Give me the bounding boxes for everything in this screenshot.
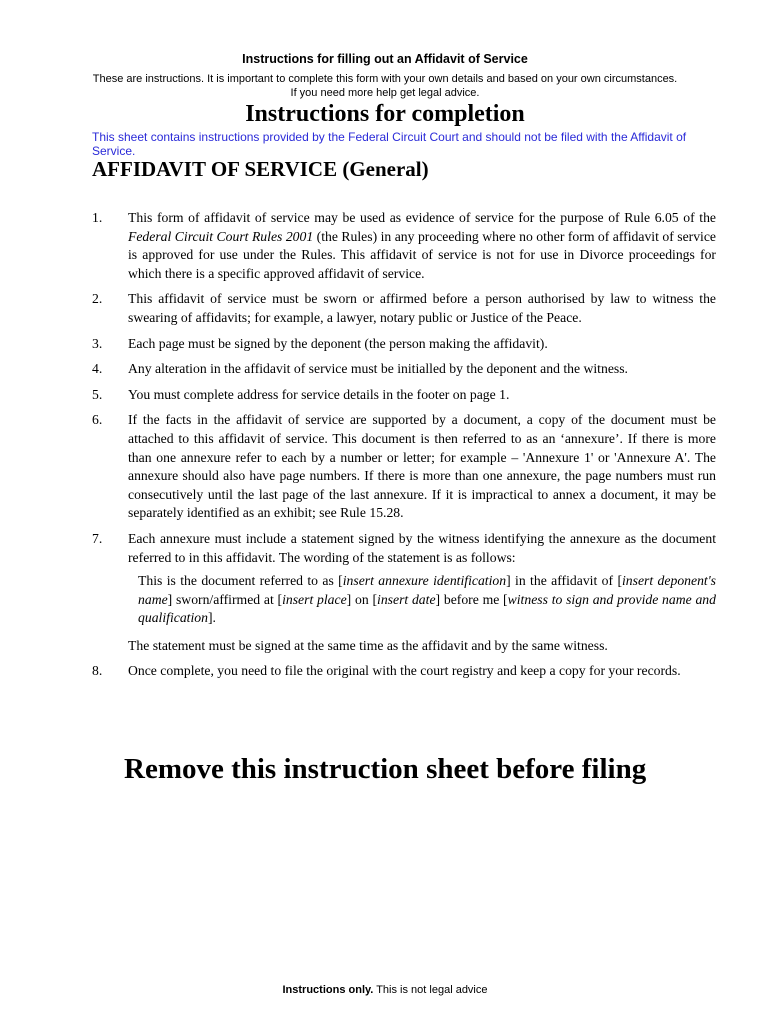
statement-part: ] on [ [346, 591, 378, 607]
statement-note: The statement must be signed at the same time as the affidavit and by the same witness. [128, 637, 608, 653]
statement-placeholder: insert date [377, 591, 436, 607]
statement-part: ] in the affidavit of [ [506, 573, 622, 589]
item-number: 4. [92, 361, 103, 377]
notice-line-1: These are instructions. It is important to complete this form with your own details and based on your own circumstances. [92, 73, 678, 85]
statement-part: This is the document referred to as [ [138, 573, 343, 589]
item-text: If the facts in the affidavit of service are supported by a document, a copy of the document must be attached to this affidavit of service. This document is then referred to as an ‘annexure’. If there is more than one annexure refer to each by a number or letter; for example – 'Annexure 1' or 'Annexure A'. The annexure should also have page numbers. If there is more than one annexure, the page numbers must run consecutively until the last page of the last annexure. If it is impractical to annex a document, it may be separately identified as an exhibit; see Rule 15.28. [128, 412, 716, 521]
item-text [128, 209, 716, 283]
court-note: This sheet contains instructions provided by the Federal Circuit Court and should not be filed with the Affidavit of Service. [92, 130, 687, 158]
item-text: This affidavit of service must be sworn or affirmed before a person authorised by law to witness the swearing of affidavits; for example, a lawyer, notary public or Justice of the Peace. [128, 291, 716, 325]
item-text: You must complete address for service details in the footer on page 1. [128, 386, 510, 402]
statement-part: ] sworn/affirmed at [ [167, 591, 283, 607]
item-text-part: (the Rules) in any proceeding where no other form of affidavit of service is approved for use under the Rules. This affidavit of service is not for use in Divorce proceedings for which there is a specific approved affidavit of service. [128, 228, 716, 281]
statement-placeholder: witness to sign and provide name and qualification [138, 591, 716, 626]
instruction-list [92, 209, 716, 688]
item-number: 5. [92, 386, 103, 402]
statement-part: ] before me [ [435, 591, 508, 607]
list-item [92, 290, 716, 327]
footer-bold: Instructions only. [282, 984, 374, 996]
item-number: 6. [92, 412, 103, 428]
list-item [92, 386, 716, 405]
statement-placeholder: insert deponent's name [138, 573, 716, 607]
statement-placeholder: insert place [282, 591, 347, 607]
item-text: Each page must be signed by the deponent (the person making the affidavit). [128, 335, 548, 351]
statement-part: ]. [207, 610, 216, 626]
list-item [92, 335, 716, 354]
item-text: Each annexure must include a statement signed by the witness identifying the annexure as the document referred to in this affidavit. The wording of the statement is as follows: [128, 530, 716, 565]
statement-placeholder: insert annexure identification [342, 573, 507, 589]
rules-title: Federal Circuit Court Rules 2001 [128, 228, 314, 244]
list-item [92, 662, 716, 681]
notice-line-2: If you need more help get legal advice. [290, 86, 480, 99]
form-heading: AFFIDAVIT OF SERVICE (General) [92, 157, 429, 181]
item-number: 8. [92, 663, 103, 679]
footer [0, 984, 770, 996]
list-item [92, 411, 716, 523]
list-item [92, 360, 716, 379]
item-text: Once complete, you need to file the original with the court registry and keep a copy for your records. [128, 663, 681, 679]
main-heading: Instructions for completion [245, 101, 525, 127]
item-text: Any alteration in the affidavit of service must be initialled by the deponent and the witness. [128, 361, 628, 377]
item-number: 7. [92, 530, 103, 546]
footer-text: This is not legal advice [373, 984, 488, 996]
item-text-part: This form of affidavit of service may be used as evidence of service for the purpose of Rule 6.05 of the [128, 210, 716, 225]
remove-sheet-notice: Remove this instruction sheet before filing [124, 753, 647, 785]
item-number: 3. [92, 335, 103, 351]
annexure-statement [138, 572, 716, 628]
document-title: Instructions for filling out an Affidavit of Service [242, 52, 528, 66]
instructions-notice [0, 73, 770, 100]
item-number: 2. [92, 291, 103, 307]
list-item [92, 209, 716, 283]
list-item [92, 530, 716, 656]
item-number: 1. [92, 210, 103, 225]
